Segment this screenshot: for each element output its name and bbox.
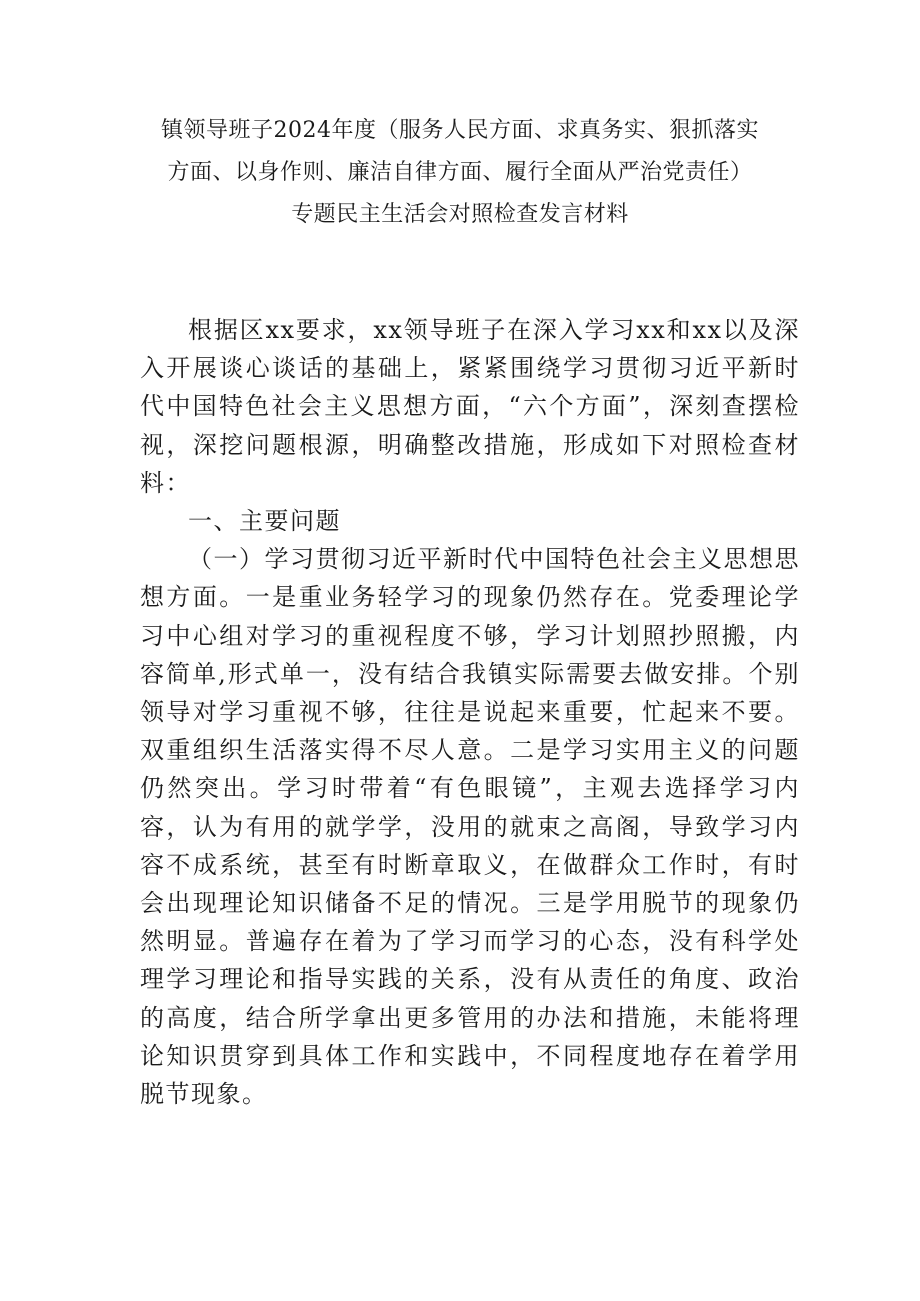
section-heading-main-issues: 一、主要问题 [188, 507, 341, 536]
section-paragraph-study: （一）学习贯彻习近平新时代中国特色社会主义思想思想方面。一是重业务轻学习的现象仍然存在。党委理论学习中心组对学习的重视程度不够，学习计划照抄照搬，内容简单,形式单一，没有结合我镇实际需要去做安排。个别领导对学习重视不够，往往是说起来重要，忙起来不要。双重组织生活落实得不尽人意。二是学习实用主义的问题仍然突出。学习时带着“有色眼镜”，主观去选择学习内容，认为有用的就学学，没用的就束之高阁，导致学习内容不成系统，甚至有时断章取义，在做群众工作时，有时会出现理论知识储备不足的情况。三是学用脱节的现象仍然明显。普遍存在着为了学习而学习的心态，没有科学处理学习理论和指导实践的关系，没有从责任的角度、政治的高度，结合所学拿出更多管用的办法和措施，未能将理论知识贯穿到具体工作和实践中，不同程度地存在着学用脱节现象。 [140, 545, 800, 1109]
title-line-3: 专题民主生活会对照检查发言材料 [291, 202, 629, 227]
title-line-2: 方面、以身作则、廉洁自律方面、履行全面从严治党责任） [167, 160, 753, 185]
title-line-1: 镇领导班子2024年度（服务人民方面、求真务实、狠抓落实 [161, 118, 759, 143]
intro-paragraph: 根据区xx要求，xx领导班子在深入学习xx和xx以及深入开展谈心谈话的基础上，紧紧围绕学习贯彻习近平新时代中国特色社会主义思想方面，“六个方面”，深刻查摆检视，深挖问题根源，明确整改措施，形成如下对照检查材料： [140, 316, 800, 497]
document-title [100, 110, 820, 236]
document-body [140, 311, 800, 1113]
